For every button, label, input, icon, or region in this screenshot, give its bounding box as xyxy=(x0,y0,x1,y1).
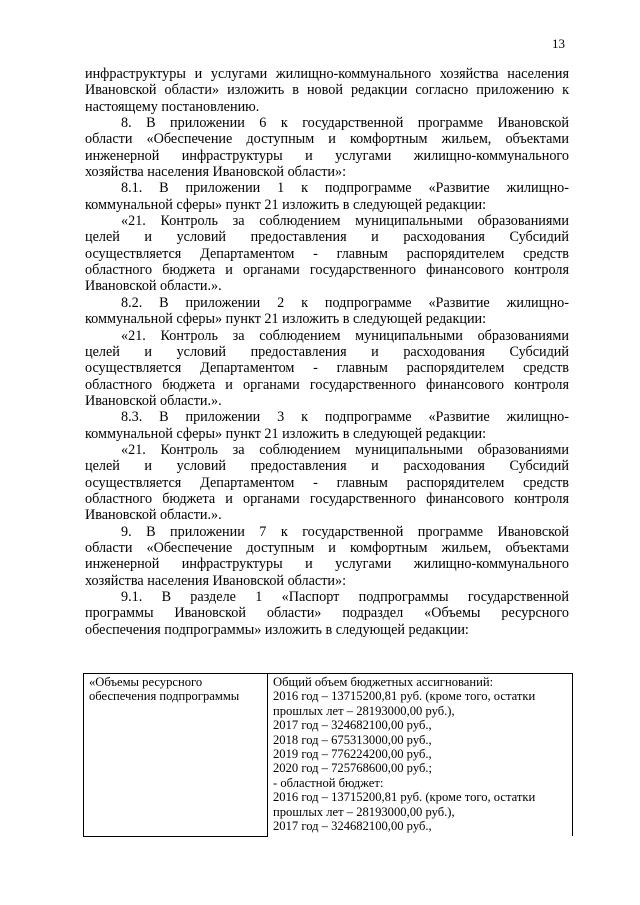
paragraph xyxy=(85,115,569,180)
paragraph xyxy=(85,442,569,524)
text-line: обеспечения подпрограммы» изложить в следующей редакции: xyxy=(85,621,469,638)
text-line: 9.1. В разделе 1 «Паспорт подпрограммы государственной xyxy=(121,589,569,605)
table-cell-line: прошлых лет – 28193000,00 руб.), xyxy=(273,703,455,718)
text-line: коммунальной сферы» пункт 21 изложить в следующей редакции: xyxy=(85,311,487,328)
text-line: «21. Контроль за соблюдением муниципальными образованиями xyxy=(121,327,569,344)
table-cell-line: - областной бюджет: xyxy=(273,775,384,790)
table-cell-line: 2016 год – 13715200,81 руб. (кроме того, остатки xyxy=(273,790,536,805)
text-line: областного бюджета и органами государственного финансового контроля xyxy=(85,262,569,279)
text-line: Ивановской области.». xyxy=(85,278,222,295)
table-cell-line: 2018 год – 675313000,00 руб., xyxy=(273,732,432,747)
text-line: «21. Контроль за соблюдением муниципальными образованиями xyxy=(121,441,569,458)
paragraph xyxy=(85,66,569,115)
table-cell-values xyxy=(268,674,573,837)
text-line: хозяйства населения Ивановской области»: xyxy=(85,572,347,589)
table-cell-line: 2017 год – 324682100,00 руб., xyxy=(273,819,432,834)
page-number: 13 xyxy=(552,36,565,51)
text-line: области «Обеспечение доступным и комфортным жильем, объектами xyxy=(85,131,569,148)
resource-table xyxy=(83,673,573,837)
text-line: Ивановской области.». xyxy=(85,392,222,409)
paragraph xyxy=(85,589,569,638)
document-body xyxy=(85,66,569,638)
text-line: осуществляется Департаментом - главным распорядителем средств xyxy=(85,360,569,377)
table-cell-line: 2017 год – 324682100,00 руб., xyxy=(273,718,432,733)
table-cell-line: «Объемы ресурсного xyxy=(89,675,203,689)
text-line: 8.3. В приложении 3 к подпрограмме «Развитие жилищно- xyxy=(121,409,569,426)
text-line: коммунальной сферы» пункт 21 изложить в следующей редакции: xyxy=(85,425,487,442)
text-line: программы Ивановской области» подраздел «Объемы ресурсного xyxy=(85,605,569,622)
text-line: инженерной инфраструктуры и услугами жилищно-коммунального xyxy=(85,556,569,573)
paragraph xyxy=(85,295,569,328)
table-row xyxy=(84,674,573,837)
table-cell-line: 2020 год – 725768600,00 руб.; xyxy=(273,761,433,776)
text-line: областного бюджета и органами государственного финансового контроля xyxy=(85,490,569,507)
paragraph xyxy=(85,180,569,213)
table-cell-line: 2019 год – 776224200,00 руб., xyxy=(273,747,432,762)
text-line: инженерной инфраструктуры и услугами жилищно-коммунального xyxy=(85,147,569,164)
text-line: области «Обеспечение доступным и комфортным жильем, объектами xyxy=(85,539,569,556)
text-line: 8. В приложении 6 к государственной программе Ивановской xyxy=(121,115,569,132)
text-line: настоящему постановлению. xyxy=(85,98,260,115)
table-cell-line: Общий объем бюджетных ассигнований: xyxy=(273,675,494,689)
text-line: «21. Контроль за соблюдением муниципальными образованиями xyxy=(121,213,569,230)
table-cell-line: обеспечения подпрограммы xyxy=(89,689,240,704)
text-line: 8.1. В приложении 1 к подпрограмме «Развитие жилищно- xyxy=(121,180,569,197)
table-cell-label xyxy=(84,674,268,837)
text-line: коммунальной сферы» пункт 21 изложить в следующей редакции: xyxy=(85,196,487,213)
paragraph xyxy=(85,213,569,295)
text-line: осуществляется Департаментом - главным распорядителем средств xyxy=(85,474,569,491)
text-line: целей и условий предоставления и расходования Субсидий xyxy=(85,343,569,360)
text-line: хозяйства населения Ивановской области»: xyxy=(85,164,347,181)
text-line: 9. В приложении 7 к государственной программе Ивановской xyxy=(121,523,569,540)
text-line: 8.2. В приложении 2 к подпрограмме «Развитие жилищно- xyxy=(121,294,569,311)
text-line: областного бюджета и органами государственного финансового контроля xyxy=(85,376,569,393)
table-cell-line: 2016 год – 13715200,81 руб. (кроме того, остатки xyxy=(273,689,536,704)
text-line: Ивановской области.». xyxy=(85,507,222,524)
paragraph xyxy=(85,524,569,589)
text-line: Ивановской области» изложить в новой редакции согласно приложению к xyxy=(85,82,569,99)
paragraph xyxy=(85,409,569,442)
table-cell-line: прошлых лет – 28193000,00 руб.), xyxy=(273,804,455,819)
text-line: осуществляется Департаментом - главным распорядителем средств xyxy=(85,245,569,262)
text-line: целей и условий предоставления и расходования Субсидий xyxy=(85,458,569,475)
text-line: целей и условий предоставления и расходования Субсидий xyxy=(85,229,569,246)
text-line: инфраструктуры и услугами жилищно-коммунального хозяйства населения xyxy=(85,66,569,82)
paragraph xyxy=(85,328,569,410)
